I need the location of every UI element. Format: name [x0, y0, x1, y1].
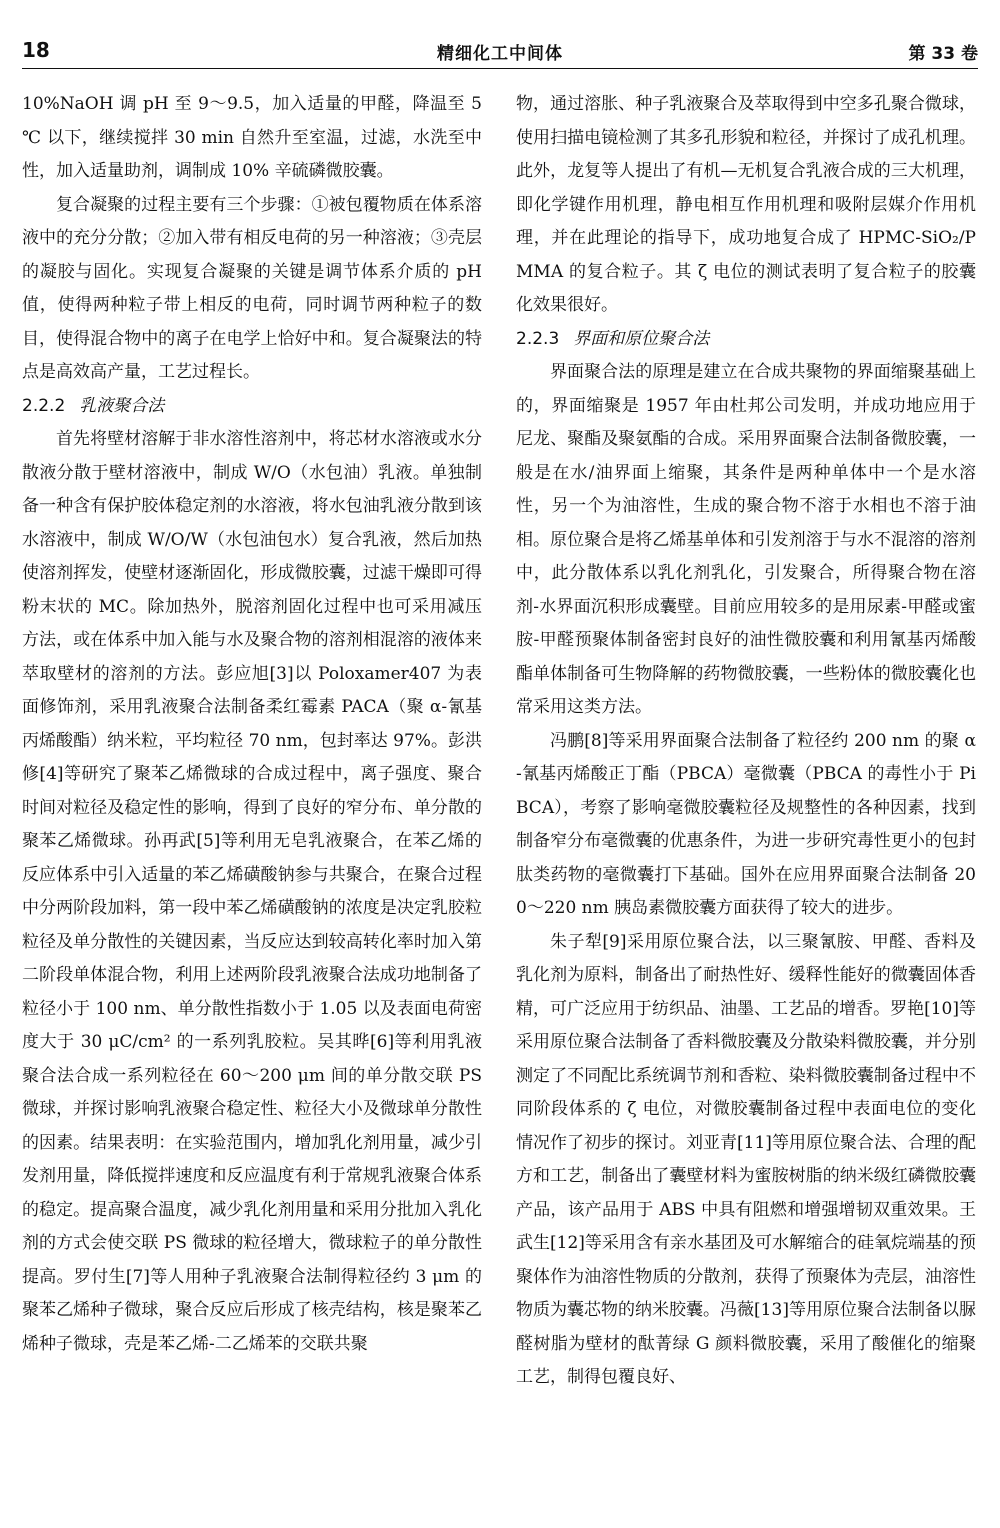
page-header	[22, 38, 978, 69]
section-heading-2-2-3	[516, 323, 976, 357]
paragraph: 冯鹏[8]等采用界面聚合法制备了粒径约 200 nm 的聚 α-氰基丙烯酸正丁酯（PBCA）毫微囊（PBCA 的毒性小于 PiBCA），考察了影响毫微胶囊粒径及规整性的各种因素，找到制备窄分布毫微囊的优惠条件，为进一步研究毒性更小的包封肽类药物的毫微囊打下基础。国外在应用界面聚合法制备 200～220 nm 胰岛素微胶囊方面获得了较大的进步。	[516, 730, 976, 918]
paragraph: 复合凝聚的过程主要有三个步骤：①被包覆物质在体系溶液中的充分分散；②加入带有相反电荷的另一种溶液；③壳层的凝胶与固化。实现复合凝聚的关键是调节体系介质的 pH 值，使得两种粒子带上相反的电荷，同时调节两种粒子的数目，使得混合物中的离子在电学上恰好中和。复合凝聚法的特点是高效高产量，工艺过程长。	[22, 194, 482, 382]
paragraph: 首先将壁材溶解于非水溶性溶剂中，将芯材水溶液或水分散液分散于壁材溶液中，制成 W/O（水包油）乳液。单独制备一种含有保护胶体稳定剂的水溶液，将水包油乳液分散到该水溶液中，制成 W/O/W（水包油包水）复合乳液，然后加热使溶剂挥发，使壁材逐渐固化，形成微胶囊，过滤干燥即可得粉末状的 MC。除加热外，脱溶剂固化过程中也可采用减压方法，或在体系中加入能与水及聚合物的溶剂相混溶的液体来萃取壁材的溶剂的方法。彭应旭[3]以 Poloxamer407 为表面修饰剂，采用乳液聚合法制备柔红霉素 PACA（聚 α-氰基丙烯酸酯）纳米粒，平均粒径 70 nm，包封率达 97%。彭洪修[4]等研究了聚苯乙烯微球的合成过程中，离子强度、聚合时间对粒径及稳定性的影响，得到了良好的窄分布、单分散的聚苯乙烯微球。孙再武[5]等利用无皂乳液聚合，在苯乙烯的反应体系中引入适量的苯乙烯磺酸钠参与共聚合，在聚合过程中分两阶段加料，第一段中苯乙烯磺酸钠的浓度是决定乳胶粒粒径及单分散性的关键因素，当反应达到较高转化率时加入第二阶段单体混合物，利用上述两阶段乳液聚合法成功地制备了粒径小于 100 nm、单分散性指数小于 1.05 以及表面电荷密度大于 30 μC/cm² 的一系列乳胶粒。吴其晔[6]等利用乳液聚合法合成一系列粒径在 60～200 μm 间的单分散交联 PS 微球，并探讨影响乳液聚合稳定性、粒径大小及微球单分散性的因素。结果表明：在实验范围内，增加乳化剂用量，减少引发剂用量，降低搅拌速度和反应温度有利于常规乳液聚合体系的稳定。提高聚合温度，减少乳化剂用量和采用分批加入乳化剂的方式会使交联 PS 微球的粒径增大，微球粒子的单分散性提高。罗付生[7]等人用种子乳液聚合法制得粒径约 3 μm 的聚苯乙烯种子微球，聚合反应后形成了核壳结构，核是聚苯乙烯种子微球，壳是苯乙烯-二乙烯苯的交联共聚	[22, 429, 482, 1354]
right-column	[516, 88, 976, 1395]
journal-title: 精细化工中间体	[437, 44, 563, 64]
section-number: 2.2.3	[516, 328, 560, 349]
page-number: 18	[22, 38, 50, 62]
volume-label: 第 33 卷	[908, 44, 978, 64]
section-title: 界面和原位聚合法	[573, 328, 710, 349]
section-title: 乳液聚合法	[79, 395, 165, 416]
section-heading-2-2-2	[22, 390, 482, 424]
left-column	[22, 88, 482, 1361]
section-number: 2.2.2	[22, 395, 66, 416]
paragraph: 界面聚合法的原理是建立在合成共聚物的界面缩聚基础上的，界面缩聚是 1957 年由杜邦公司发明，并成功地应用于尼龙、聚酯及聚氨酯的合成。采用界面聚合法制备微胶囊，一般是在水/油界面上缩聚，其条件是两种单体中一个是水溶性，另一个为油溶性，生成的聚合物不溶于水相也不溶于油相。原位聚合是将乙烯基单体和引发剂溶于与水不混溶的溶剂中，此分散体系以乳化剂乳化，引发聚合，所得聚合物在溶剂-水界面沉积形成囊壁。目前应用较多的是用尿素-甲醛或蜜胺-甲醛预聚体制备密封良好的油性微胶囊和利用氰基丙烯酸酯单体制备可生物降解的药物微胶囊，一些粉体的微胶囊化也常采用这类方法。	[516, 362, 976, 717]
paragraph: 朱子犁[9]采用原位聚合法，以三聚氰胺、甲醛、香料及乳化剂为原料，制备出了耐热性好、缓释性能好的微囊固体香精，可广泛应用于纺织品、油墨、工艺品的增香。罗艳[10]等采用原位聚合法制备了香料微胶囊及分散染料微胶囊，并分别测定了不同配比系统调节剂和香粒、染料微胶囊制备过程中不同阶段体系的 ζ 电位，对微胶囊制备过程中表面电位的变化情况作了初步的探讨。刘亚青[11]等用原位聚合法、合理的配方和工艺，制备出了囊壁材料为蜜胺树脂的纳米级红磷微胶囊产品，该产品用于 ABS 中具有阻燃和增强增韧双重效果。王武生[12]等采用含有亲水基团及可水解缩合的硅氧烷端基的预聚体作为油溶性物质的分散剂，获得了预聚体为壳层，油溶性物质为囊芯物的纳米胶囊。冯薇[13]等用原位聚合法制备以脲醛树脂为壁材的酞菁绿 G 颜料微胶囊，采用了酸催化的缩聚工艺，制得包覆良好、	[516, 931, 976, 1387]
paragraph: 10%NaOH 调 pH 至 9～9.5，加入适量的甲醛，降温至 5 ℃ 以下，继续搅拌 30 min 自然升至室温，过滤，水洗至中性，加入适量助剂，调制成 10% 辛硫磷微胶囊。	[22, 94, 482, 181]
paragraph: 物，通过溶胀、种子乳液聚合及萃取得到中空多孔聚合微球，使用扫描电镜检测了其多孔形貌和粒径，并探讨了成孔机理。此外，龙复等人提出了有机—无机复合乳液合成的三大机理，即化学键作用机理，静电相互作用机理和吸附层媒介作用机理，并在此理论的指导下，成功地复合成了 HPMC-SiO₂/PMMA 的复合粒子。其 ζ 电位的测试表明了复合粒子的胶囊化效果很好。	[516, 94, 976, 315]
